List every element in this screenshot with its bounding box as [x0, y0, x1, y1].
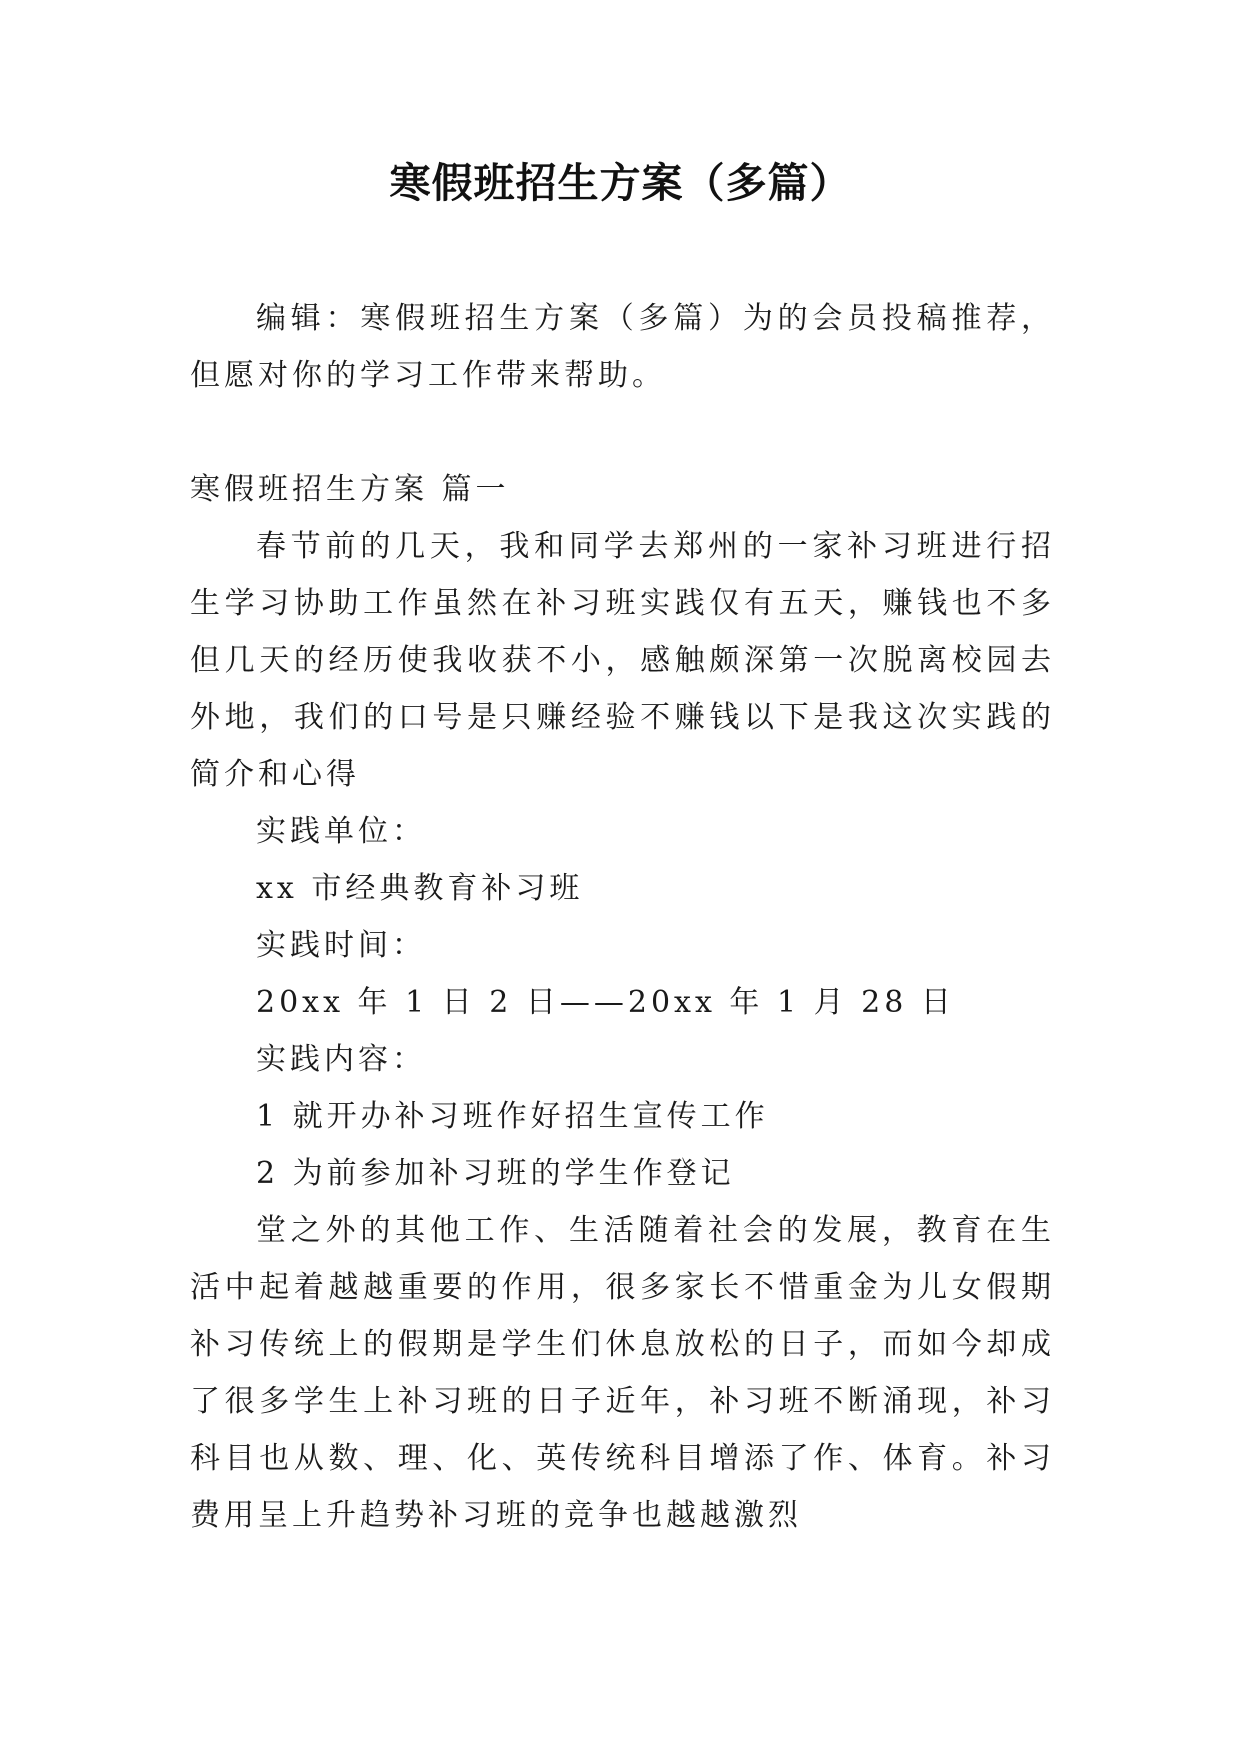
practice-time-label: 实践时间： [256, 928, 426, 963]
spacer [190, 404, 1055, 461]
practice-unit-label: 实践单位： [256, 814, 426, 849]
section-heading: 寒假班招生方案 篇一 [190, 472, 510, 507]
body-paragraph-1: 春节前的几天，我和同学去郑州的一家补习班进行招生学习协助工作虽然在补习班实践仅有五天，赚钱也不多但几天的经历使我收获不小，感触颇深第一次脱离校园去外地，我们的口号是只赚经验不赚钱以下是我这次实践的简介和心得 [190, 529, 1055, 792]
practice-content-item-2: 2 为前参加补习班的学生作登记 [256, 1156, 735, 1191]
practice-unit-value: xx 市经典教育补习班 [256, 871, 584, 906]
document-title: 寒假班招生方案（多篇） [389, 159, 852, 207]
practice-content-item-1: 1 就开办补习班作好招生宣传工作 [256, 1099, 769, 1134]
practice-time-value: 20xx 年 1 日 2 日——20xx 年 1 月 28 日 [256, 985, 955, 1020]
document-body [190, 290, 1055, 1544]
body-paragraph-2: 堂之外的其他工作、生活随着社会的发展，教育在生活中起着越越重要的作用，很多家长不惜重金为儿女假期补习传统上的假期是学生们休息放松的日子，而如今却成了很多学生上补习班的日子近年，补习班不断涌现，补习科目也从数、理、化、英传统科目增添了作、体育。补习费用呈上升趋势补习班的竞争也越越激烈 [190, 1213, 1055, 1533]
intro-paragraph: 编辑：寒假班招生方案（多篇）为的会员投稿推荐，但愿对你的学习工作带来帮助。 [190, 301, 1055, 393]
practice-content-label: 实践内容： [256, 1042, 426, 1077]
